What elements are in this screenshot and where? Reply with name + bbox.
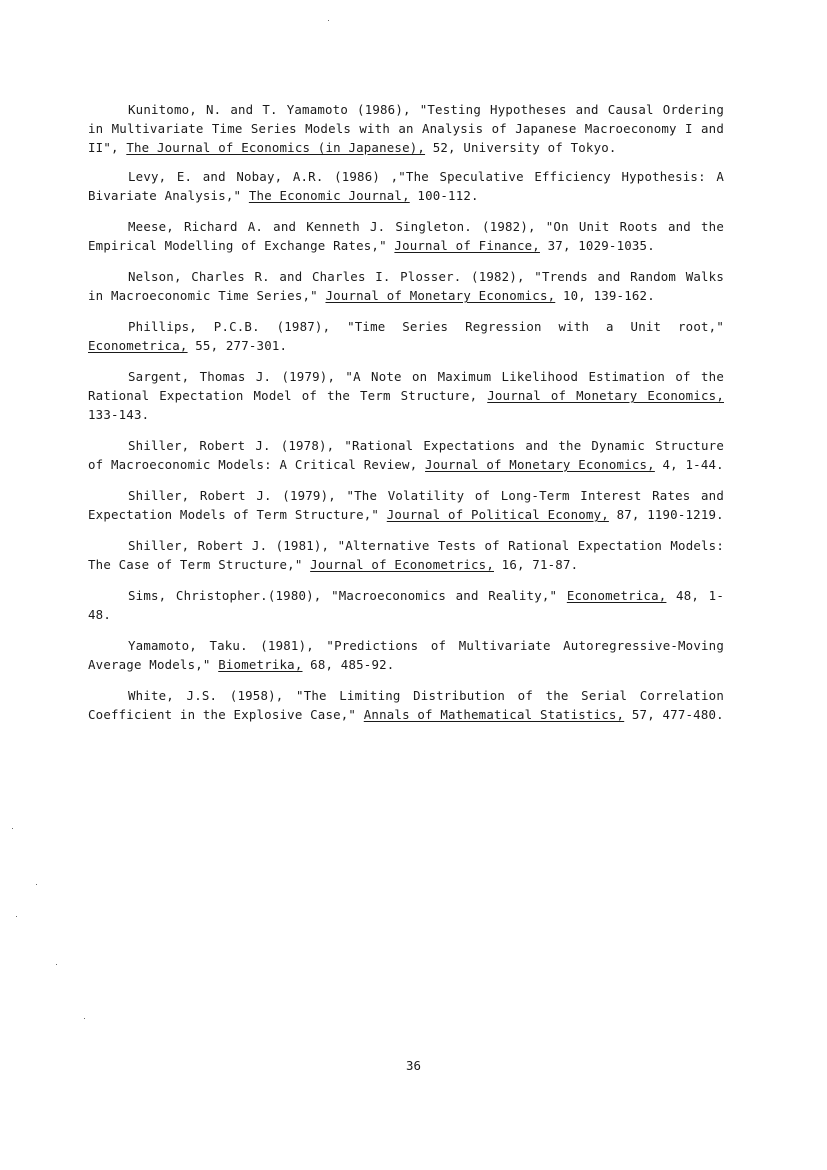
reference-details: 55, 277-301. — [195, 338, 288, 353]
references-list — [88, 100, 724, 724]
reference-title: "On Unit Roots and the Empirical Modelling of Exchange Rates," — [88, 219, 724, 253]
reference-author: Levy, E. and Nobay, A.R. (1986) — [128, 169, 381, 184]
scan-speck — [84, 1018, 85, 1019]
scan-speck — [56, 964, 57, 965]
reference-details: 68, 485-92. — [310, 657, 395, 672]
reference-journal: Econometrica, — [566, 588, 667, 603]
reference-author: Sargent, Thomas J. (1979), — [128, 369, 336, 384]
reference-title: "Time Series Regression with a Unit root," — [347, 319, 724, 334]
reference-journal: Journal of Finance, — [394, 238, 540, 253]
reference-journal: Journal of Monetary Economics, — [325, 288, 556, 303]
reference-entry — [88, 100, 724, 157]
scan-speck — [12, 828, 13, 829]
reference-title: "Alternative Tests of Rational Expectation Models: The Case of Term Structure," — [88, 538, 724, 572]
reference-author: White, J.S. (1958), — [128, 688, 284, 703]
page-number: 36 — [406, 1058, 421, 1073]
reference-entry — [88, 317, 724, 355]
reference-author: Yamamoto, Taku. (1981), — [128, 638, 314, 653]
reference-title: ,"The Speculative Efficiency Hypothesis: A Bivariate Analysis," — [88, 169, 724, 203]
reference-entry — [88, 486, 724, 524]
reference-title: "Testing Hypotheses and Causal Ordering in Multivariate Time Series Models with an Analysis of Japanese Macroeconomy I and II", — [88, 102, 724, 155]
reference-journal: Journal of Econometrics, — [310, 557, 494, 572]
reference-title: "Trends and Random Walks in Macroeconomic Time Series," — [88, 269, 724, 303]
reference-journal: Journal of Monetary Economics, — [425, 457, 655, 472]
reference-title: "Rational Expectations and the Dynamic Structure of Macroeconomic Models: A Critical Review, — [88, 438, 725, 472]
reference-entry — [88, 686, 724, 724]
reference-details: 52, University of Tokyo. — [432, 140, 617, 155]
reference-entry — [88, 586, 724, 624]
scan-speck — [36, 884, 37, 885]
scan-speck — [328, 20, 329, 21]
reference-title: "Predictions of Multivariate Autoregressive-Moving Average Models," — [88, 638, 724, 672]
reference-details: 10, 139-162. — [562, 288, 655, 303]
reference-author: Sims, Christopher.(1980), — [128, 588, 322, 603]
reference-details: 100-112. — [417, 188, 479, 203]
reference-title: "The Volatility of Long-Term Interest Rates and Expectation Models of Term Structure," — [88, 488, 724, 522]
reference-author: Shiller, Robert J. (1981), — [128, 538, 330, 553]
reference-details: 37, 1029-1035. — [547, 238, 655, 253]
reference-journal: Econometrica, — [88, 338, 188, 353]
reference-details: 87, 1190-1219. — [616, 507, 724, 522]
reference-author: Nelson, Charles R. and Charles I. Plosser. (1982), — [128, 269, 525, 284]
reference-title: "The Limiting Distribution of the Serial Correlation Coefficient in the Explosive Case," — [88, 688, 724, 722]
reference-entry — [88, 436, 724, 474]
scan-speck — [16, 916, 17, 917]
reference-journal: Journal of Political Economy, — [386, 507, 609, 522]
reference-journal: Journal of Monetary Economics, — [487, 388, 724, 403]
reference-entry — [88, 167, 724, 205]
reference-details: 4, 1-44. — [662, 457, 724, 472]
reference-journal: Annals of Mathematical Statistics, — [363, 707, 625, 722]
reference-title: "A Note on Maximum Likelihood Estimation of the Rational Expectation Model of the Term Structure, — [88, 369, 724, 403]
reference-journal: The Journal of Economics (in Japanese), — [126, 140, 426, 155]
reference-author: Shiller, Robert J. (1978), — [128, 438, 335, 453]
reference-author: Meese, Richard A. and Kenneth J. Singleton. (1982), — [128, 219, 536, 234]
reference-entry — [88, 267, 724, 305]
reference-author: Phillips, P.C.B. (1987), — [128, 319, 331, 334]
reference-details: 57, 477-480. — [631, 707, 724, 722]
reference-author: Kunitomo, N. and T. Yamamoto (1986), — [128, 102, 411, 117]
reference-details: 133-143. — [88, 407, 150, 422]
reference-title: "Macroeconomics and Reality," — [331, 588, 558, 603]
reference-details: 16, 71-87. — [501, 557, 579, 572]
reference-journal: Biometrika, — [218, 657, 303, 672]
reference-details: 48, 1-48. — [88, 588, 724, 622]
reference-author: Shiller, Robert J. (1979), — [128, 488, 336, 503]
reference-entry — [88, 536, 724, 574]
reference-entry — [88, 217, 724, 255]
reference-journal: The Economic Journal, — [248, 188, 410, 203]
reference-entry — [88, 367, 724, 424]
reference-entry — [88, 636, 724, 674]
